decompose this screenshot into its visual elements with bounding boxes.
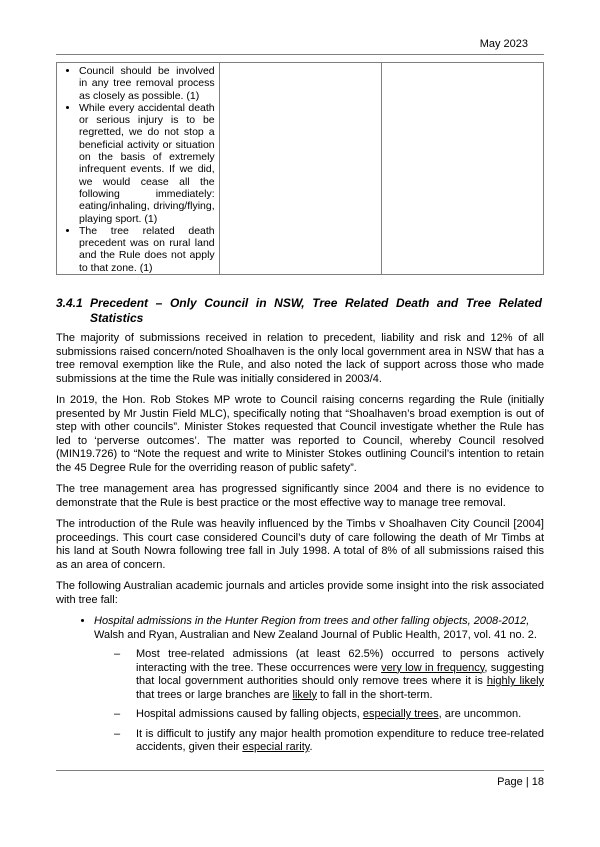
paragraph: The tree management area has progressed significantly since 2004 and there is no evidence to demonstrate that the Rule is best practice or the most effective way to manage tree removal. [56,483,544,509]
list-item: • The tree related death precedent was on rural land and the Rule does not apply to that zone. (1) [79,225,215,274]
reference-title: Hospital admissions in the Hunter Region from trees and other falling objects, 2008-2012, [94,615,530,627]
list-item: • While every accidental death or serious injury is to be regretted, we do not stop a beneficial activity or situation on the basis of extremely infrequent events. If we did, we would cease all the following immediately: eating/inhaling, driving/flying, playing sport. (1) [79,102,215,225]
reference-item [94,615,544,755]
paragraph: The majority of submissions received in relation to precedent, liability and risk and 12% of all submissions raised concern/noted Shoalhaven is the only local government area in NSW that has a tree removal exemption like the Rule, and also noted the lack of support across those who made submissions at the time the Rule was initially considered in 2003/4. [56,332,544,385]
paragraph: In 2019, the Hon. Rob Stokes MP wrote to Council raising concerns regarding the Rule (initially presented by Mr Justin Field MLC), specifically noting that “Shoalhaven’s broad exemption is out of step with other councils”. Minister Stokes requested that Council investigate whether the Rule has led to ‘perverse outcomes’. The matter was reported to Council, whereby Council resolved (MIN19.726) to “Note the request and write to Minister Stokes outlining Council’s intention to retain the 45 Degree Rule for the overriding reason of public safety”. [56,394,544,474]
finding-emphasis: especial rarity [242,741,310,753]
footer-divider [56,770,544,771]
section-body [56,332,544,761]
finding-item [114,728,544,755]
reference-source: Walsh and Ryan, Australian and New Zealand Journal of Public Health, 2017, vol. 41 no. 2. [94,628,537,641]
dash-bullet: – [114,648,121,660]
section-number: 3.4.1 [56,296,83,310]
finding-emphasis: highly likely [486,675,545,687]
page-number: Page | 18 [497,776,544,788]
finding-item [114,708,544,722]
finding-text: , suggesting that local government authorities should only remove trees where it is [136,661,544,687]
finding-text: . [309,741,313,753]
findings-list [94,648,544,755]
submissions-table [56,62,544,275]
finding-emphasis: especially trees [362,708,439,720]
header-divider [56,54,544,55]
dash-bullet: – [114,727,121,740]
finding-text: Most tree-related admissions (at least 62.5%) occurred to persons actively interacting with the tree. These occurrences were [136,648,544,674]
table-cell-empty [219,63,381,275]
section-title: Precedent – Only Council in NSW, Tree Related Death and Tree Related Statistics [90,296,542,325]
paragraph: The following Australian academic journals and articles provide some insight into the risk associated with tree fall: [56,580,544,606]
comment-list [57,65,215,274]
header-date: May 2023 [479,38,528,50]
reference-list [56,615,544,755]
finding-emphasis: likely [292,688,317,701]
dash-bullet: – [114,708,121,720]
section-heading [56,296,544,326]
list-item: • Council should be involved in any tree removal process as closely as possible. (1) [79,65,215,102]
finding-text: Hospital admissions caused by falling objects, [136,708,363,720]
finding-text: that trees or large branches are [136,688,293,701]
table-row [57,63,544,275]
finding-text: It is difficult to justify any major health promotion expenditure to reduce tree-related accidents, given their [136,727,544,753]
paragraph: The introduction of the Rule was heavily influenced by the Timbs v Shoalhaven City Council [2004] proceedings. This court case considered Council’s duty of care following the death of Mr Timbs at his land at South Nowra following tree fall in July 1998. A total of 8% of all submissions raised this as an area of concern. [56,518,544,571]
table-cell-comments [57,63,220,275]
finding-text: , are uncommon. [438,708,522,720]
finding-text: to fall in the short-term. [316,688,433,701]
finding-item [114,648,544,702]
finding-emphasis: very low in frequency [381,661,485,674]
table-cell-empty [381,63,543,275]
